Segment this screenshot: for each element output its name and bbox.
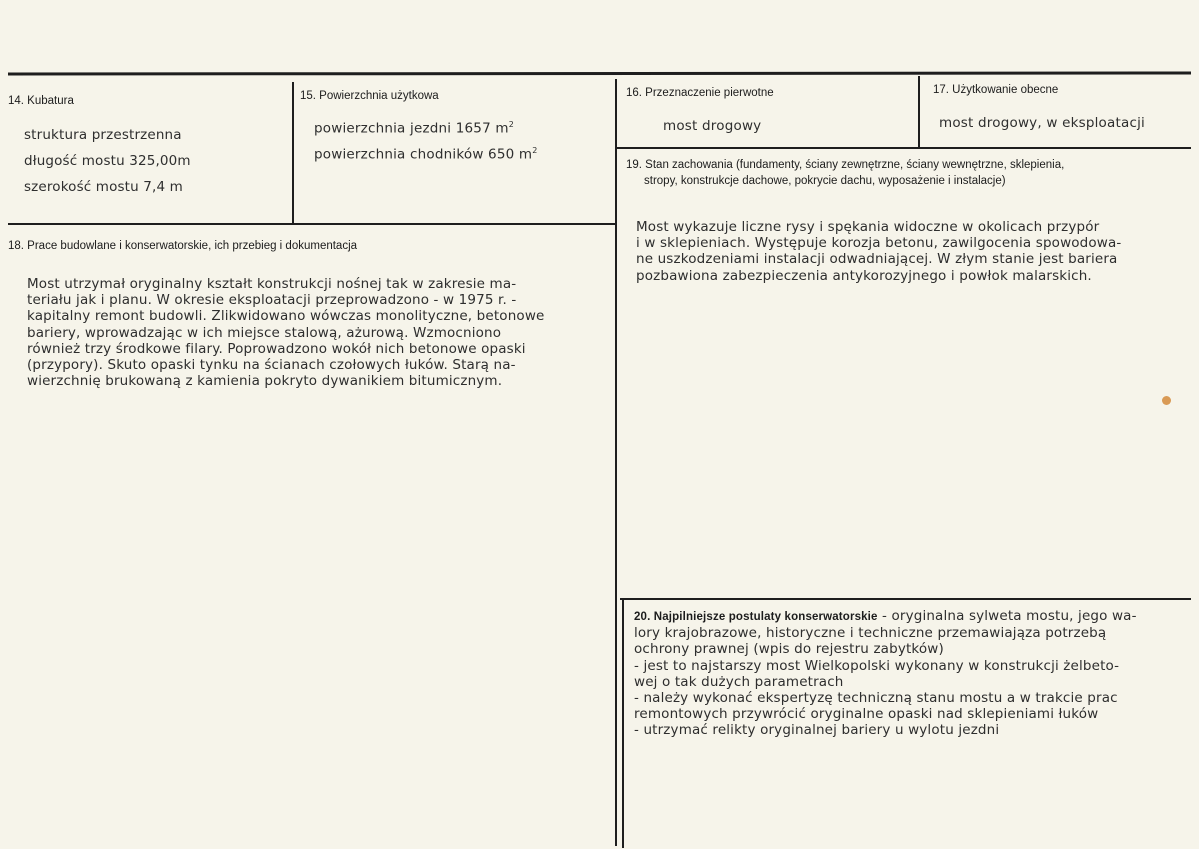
field20-value [634, 608, 1137, 739]
field20-line: remontowych przywrócić oryginalne opaski nad sklepieniami łuków [634, 706, 1099, 723]
field18-line: Most utrzymał oryginalny kształt konstrukcji nośnej tak w zakresie ma- [27, 276, 517, 292]
field19-label-line: stropy, konstrukcje dachowe, pokrycie dachu, wyposażenie i instalacje) [644, 175, 1006, 187]
field19-label [626, 157, 1064, 189]
field18-line: bariery, wprowadzając w ich miejsce stalową, ażurową. Wzmocniono [27, 324, 502, 341]
rule-under-19 [620, 598, 1191, 600]
field20-first-line [634, 608, 1137, 625]
field19-line: i w sklepieniach. Występuje korozja betonu, zawilgocenia spowodowa- [636, 235, 1122, 252]
rule-under-14-15 [8, 223, 617, 225]
field19-line: pozbawiona zabezpieczenia antykorozyjnego i powłok malarskich. [636, 267, 1092, 284]
field17-label: 17. Użytkowanie obecne [933, 84, 1059, 96]
field20-line: wej o tak dużych parametrach [634, 673, 844, 690]
divider-14-15 [292, 82, 294, 225]
field15-sup: 2 [532, 146, 538, 155]
field16-value: most drogowy [663, 118, 762, 134]
field18-line: kapitalny remont budowli. Zlikwidowano wówczas monolityczne, betonowe [27, 308, 545, 325]
field20-line: lory krajobrazowe, historyczne i techniczne przemawiająza potrzebą [634, 625, 1107, 642]
divider-right-lower [622, 598, 624, 848]
field18-line: wierzchnię brukowaną z kamienia pokryto dywanikiem bitumicznym. [27, 373, 503, 390]
field15-sup: 2 [508, 120, 515, 129]
field18-line: teriału jak i planu. W okresie eksploatacji przeprowadzono - w 1975 r. - [27, 292, 517, 309]
field20-first-line-rest: - oryginalna sylweta mostu, jego wa- [877, 608, 1137, 624]
field14-line: szerokość mostu 7,4 m [24, 179, 183, 195]
field14-line: struktura przestrzenna [24, 127, 182, 143]
field15-line2-text: powierzchnia chodników 650 m [314, 146, 533, 163]
field19-value [636, 219, 1121, 284]
divider-16-17 [918, 76, 920, 148]
stain-mark [1162, 396, 1171, 405]
field20-label: 20. Najpilniejsze postulaty konserwatorskie [634, 611, 878, 623]
top-rule [8, 71, 1191, 75]
field15-line1 [314, 120, 514, 137]
field20-line: - należy wykonać ekspertyzę techniczną stanu mostu a w trakcie prac [634, 690, 1118, 707]
field14-value [24, 122, 191, 200]
field15-line1-text: powierzchnia jezdni 1657 m [314, 120, 509, 137]
field20-line: - jest to najstarszy most Wielkopolski wykonany w konstrukcji żelbeto- [634, 657, 1120, 674]
field20-line: ochrony prawnej (wpis do rejestru zabytków) [634, 641, 944, 658]
divider-15-16 [615, 79, 617, 846]
rule-under-16-17 [616, 147, 1191, 149]
field19-line: Most wykazuje liczne rysy i spękania widoczne w okolicach przypór [636, 219, 1100, 235]
field15-line2 [314, 146, 538, 163]
field17-value: most drogowy, w eksploatacji [939, 115, 1145, 131]
field14-label: 14. Kubatura [8, 95, 74, 107]
field15-label: 15. Powierzchnia użytkowa [300, 90, 439, 102]
field19-line: ne uszkodzeniami instalacji odwadniającej. W złym stanie jest bariera [636, 251, 1118, 268]
field18-line: (przypory). Skuto opaski tynku na ścianach czołowych łuków. Starą na- [27, 357, 516, 374]
field20-line: - utrzymać relikty oryginalnej bariery u wylotu jezdni [634, 722, 1000, 739]
field18-label: 18. Prace budowlane i konserwatorskie, ich przebieg i dokumentacja [8, 240, 358, 252]
field16-label: 16. Przeznaczenie pierwotne [626, 87, 774, 99]
field18-value [27, 276, 544, 389]
field14-line: długość mostu 325,00m [24, 153, 191, 169]
field19-label-line: 19. Stan zachowania (fundamenty, ściany zewnętrzne, ściany wewnętrzne, sklepienia, [626, 159, 1065, 171]
field18-line: również trzy środkowe filary. Poprowadzono wokół nich betonowe opaski [27, 340, 526, 357]
